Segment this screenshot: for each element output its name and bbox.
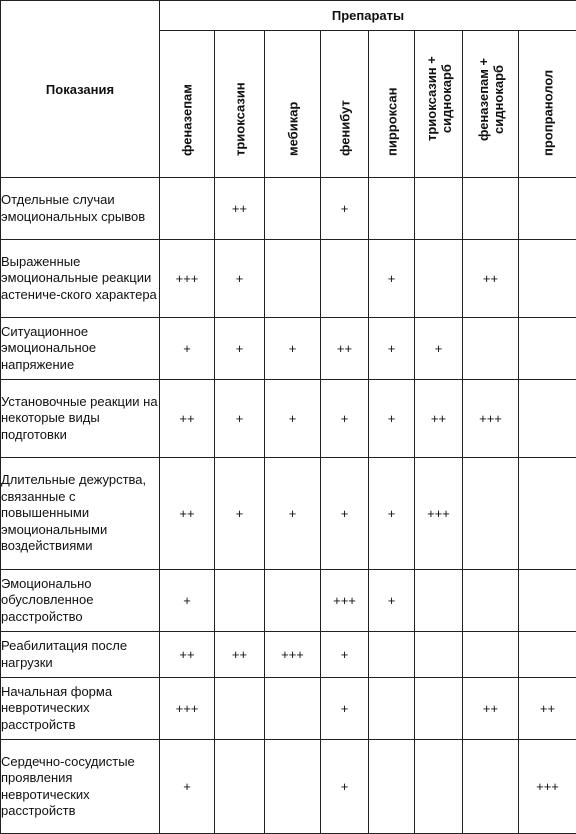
efficacy-mark-cell — [160, 178, 215, 240]
efficacy-mark-cell — [463, 178, 519, 240]
drug-name: феназепам — [180, 84, 195, 156]
drug-header-cell — [215, 31, 265, 178]
efficacy-mark-cell — [265, 740, 321, 834]
efficacy-mark-cell: + — [160, 318, 215, 380]
efficacy-mark-cell: + — [160, 740, 215, 834]
drug-header-cell — [160, 31, 215, 178]
drug-header-cell — [265, 31, 321, 178]
efficacy-mark-cell: ++ — [160, 458, 215, 570]
table-row — [1, 740, 576, 834]
indication-cell: Выраженные эмоциональные реакции астениче-ского характера — [1, 240, 160, 318]
efficacy-mark-cell — [215, 570, 265, 632]
efficacy-mark-cell: ++ — [463, 240, 519, 318]
efficacy-mark-cell — [415, 740, 463, 834]
efficacy-mark-cell — [463, 458, 519, 570]
efficacy-mark-cell — [415, 632, 463, 678]
efficacy-mark-cell — [519, 380, 576, 458]
efficacy-mark-cell — [215, 740, 265, 834]
efficacy-mark-cell: + — [215, 318, 265, 380]
table-row — [1, 632, 576, 678]
drug-header-cell — [369, 31, 415, 178]
efficacy-mark-cell: ++ — [160, 632, 215, 678]
drug-name: мебикар — [285, 102, 300, 156]
efficacy-mark-cell: + — [265, 380, 321, 458]
efficacy-mark-cell — [415, 240, 463, 318]
efficacy-mark-cell: + — [321, 740, 369, 834]
efficacy-mark-cell — [265, 240, 321, 318]
drug-header-cell — [415, 31, 463, 178]
efficacy-mark-cell — [265, 178, 321, 240]
efficacy-mark-cell — [265, 678, 321, 740]
efficacy-mark-cell: +++ — [321, 570, 369, 632]
efficacy-mark-cell — [463, 632, 519, 678]
efficacy-mark-cell: + — [215, 380, 265, 458]
indication-cell: Установочные реакции на некоторые виды подготовки — [1, 380, 160, 458]
efficacy-mark-cell — [265, 570, 321, 632]
indication-cell: Отдельные случаи эмоциональных срывов — [1, 178, 160, 240]
indication-cell: Начальная форма невротических расстройств — [1, 678, 160, 740]
efficacy-mark-cell: ++ — [415, 380, 463, 458]
drug-name: пропранолол — [540, 70, 555, 156]
drugs-header: Препараты — [160, 1, 576, 31]
efficacy-mark-cell: + — [215, 240, 265, 318]
efficacy-mark-cell — [369, 178, 415, 240]
efficacy-mark-cell: +++ — [160, 240, 215, 318]
efficacy-mark-cell — [415, 178, 463, 240]
efficacy-mark-cell — [519, 570, 576, 632]
indication-cell: Реабилитация после нагрузки — [1, 632, 160, 678]
efficacy-mark-cell: + — [321, 178, 369, 240]
efficacy-mark-cell: +++ — [463, 380, 519, 458]
header-row-top — [1, 1, 576, 31]
table-body — [1, 178, 576, 834]
efficacy-mark-cell — [519, 318, 576, 380]
table-row — [1, 678, 576, 740]
efficacy-mark-cell: + — [369, 380, 415, 458]
indication-cell: Длительные дежурства, связанные с повышенными эмоциональными воздействиями — [1, 458, 160, 570]
efficacy-mark-cell: +++ — [160, 678, 215, 740]
efficacy-mark-cell — [519, 240, 576, 318]
efficacy-mark-cell: ++ — [215, 632, 265, 678]
efficacy-mark-cell — [369, 632, 415, 678]
efficacy-mark-cell — [519, 632, 576, 678]
efficacy-mark-cell: ++ — [463, 678, 519, 740]
efficacy-mark-cell — [215, 678, 265, 740]
indication-cell: Сердечно-сосудистые проявления невротических расстройств — [1, 740, 160, 834]
efficacy-mark-cell: +++ — [519, 740, 576, 834]
table-row — [1, 458, 576, 570]
table-row — [1, 178, 576, 240]
indication-cell: Ситуационное эмоциональное напряжение — [1, 318, 160, 380]
table-row — [1, 380, 576, 458]
drug-header-cell — [519, 31, 576, 178]
drug-name: триоксазин + сиднокарб — [424, 56, 454, 141]
efficacy-mark-cell: + — [369, 458, 415, 570]
drug-header-cell — [463, 31, 519, 178]
efficacy-mark-cell: ++ — [215, 178, 265, 240]
efficacy-mark-cell — [369, 678, 415, 740]
efficacy-mark-cell — [369, 740, 415, 834]
efficacy-mark-cell: + — [369, 318, 415, 380]
efficacy-mark-cell: + — [265, 458, 321, 570]
efficacy-mark-cell: + — [160, 570, 215, 632]
drug-name: феназепам + сиднокарб — [476, 58, 506, 141]
efficacy-mark-cell — [519, 178, 576, 240]
efficacy-mark-cell: + — [369, 570, 415, 632]
efficacy-mark-cell — [321, 240, 369, 318]
table-row — [1, 570, 576, 632]
efficacy-mark-cell: + — [321, 678, 369, 740]
efficacy-mark-cell: + — [321, 380, 369, 458]
efficacy-mark-cell: + — [265, 318, 321, 380]
efficacy-mark-cell — [415, 678, 463, 740]
efficacy-mark-cell: + — [215, 458, 265, 570]
efficacy-mark-cell: ++ — [160, 380, 215, 458]
drug-header-cell — [321, 31, 369, 178]
drug-name: триоксазин — [232, 82, 247, 156]
efficacy-mark-cell: + — [369, 240, 415, 318]
efficacy-mark-cell: + — [321, 458, 369, 570]
efficacy-mark-cell — [463, 740, 519, 834]
efficacy-mark-cell: + — [415, 318, 463, 380]
efficacy-mark-cell — [463, 318, 519, 380]
efficacy-mark-cell — [519, 458, 576, 570]
table-row — [1, 318, 576, 380]
efficacy-mark-cell: +++ — [415, 458, 463, 570]
drug-name: пирроксан — [384, 88, 399, 156]
efficacy-mark-cell — [463, 570, 519, 632]
efficacy-mark-cell: + — [321, 632, 369, 678]
efficacy-mark-cell — [415, 570, 463, 632]
efficacy-mark-cell: +++ — [265, 632, 321, 678]
indication-cell: Эмоционально обусловленное расстройство — [1, 570, 160, 632]
indications-header: Показания — [1, 1, 160, 178]
table-row — [1, 240, 576, 318]
efficacy-mark-cell: ++ — [321, 318, 369, 380]
efficacy-mark-cell: ++ — [519, 678, 576, 740]
drug-name: фенибут — [337, 100, 352, 156]
